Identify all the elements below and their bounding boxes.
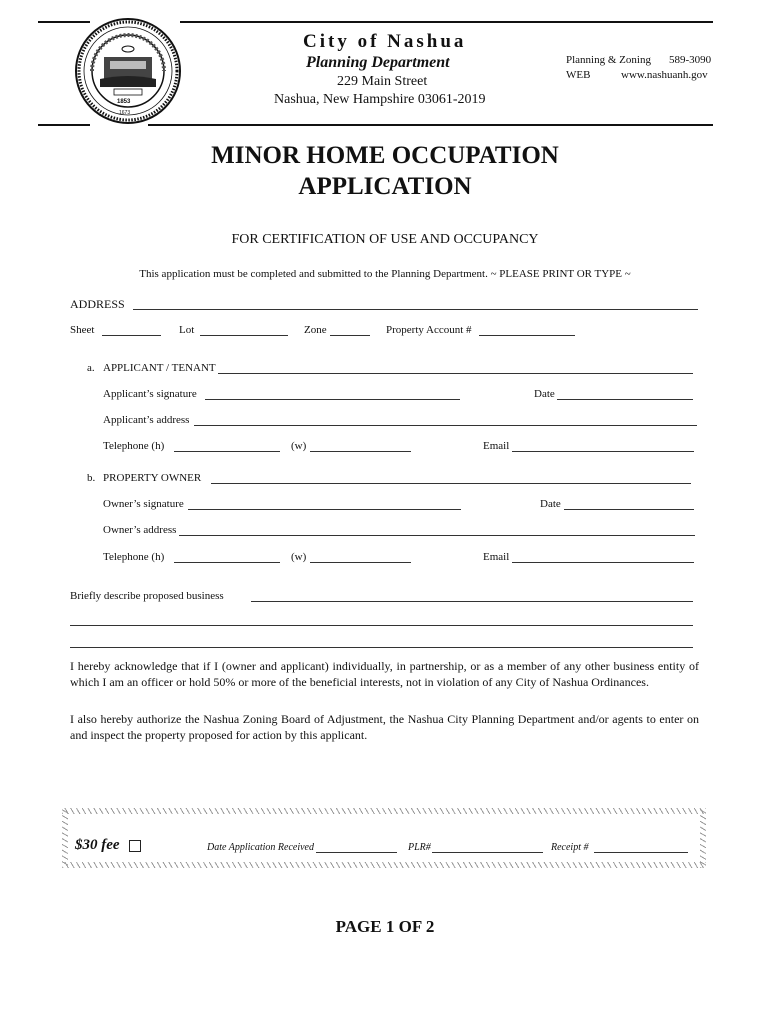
lot-field[interactable]	[200, 324, 288, 336]
page-number: PAGE 1 OF 2	[335, 917, 435, 936]
applicant-date-field[interactable]	[557, 388, 693, 400]
business-description-field-1[interactable]	[251, 590, 693, 602]
address-field[interactable]	[133, 297, 698, 310]
fee-label: $30 fee	[75, 837, 120, 853]
property-account-label: Property Account #	[386, 324, 472, 336]
authorization-paragraph: I also hereby authorize the Nashua Zoning Board of Adjustment, the Nashua City Planning Department and/or agents to enter on and inspect the property proposed for action by this applicant.	[70, 712, 699, 742]
acknowledgement-paragraph: I hereby acknowledge that if I (owner and applicant) individually, in partnership, or as a member of any other business entity of which I am an officer or hold 50% or more of the beneficial interests, not in violation of any City of Nashua Ordinances.	[70, 659, 699, 689]
business-description-field-2[interactable]	[70, 614, 693, 626]
owner-email-field[interactable]	[512, 551, 694, 563]
contact-label-web: WEB	[566, 69, 591, 81]
owner-telephone-home-label: Telephone (h)	[103, 551, 165, 563]
seal-year-1: 1853	[117, 99, 131, 105]
property-owner-field[interactable]	[211, 472, 691, 484]
property-owner-label: PROPERTY OWNER	[103, 472, 202, 484]
form-instructions: This application must be completed and submitted to the Planning Department. ~ PLEASE PRINT OR TYPE ~	[139, 268, 631, 280]
office-box-border-left	[62, 808, 68, 868]
department-name: Planning Department	[306, 54, 450, 71]
applicant-telephone-work-label: (w)	[291, 440, 307, 452]
applicant-telephone-work-field[interactable]	[310, 440, 411, 452]
plr-field[interactable]	[432, 842, 543, 853]
applicant-telephone-home-label: Telephone (h)	[103, 440, 165, 452]
contact-website-link[interactable]: www.nashuanh.gov	[621, 69, 708, 81]
seal-year-2: 1673	[119, 110, 131, 116]
street-address: 229 Main Street	[337, 74, 428, 89]
office-box-border-right	[700, 808, 706, 868]
owner-section-letter: b.	[87, 472, 96, 484]
office-box-border-bottom	[62, 862, 706, 868]
sheet-label: Sheet	[70, 324, 95, 336]
zone-label: Zone	[304, 324, 327, 336]
fee-paid-checkbox[interactable]	[129, 840, 141, 852]
contact-label-planning: Planning & Zoning	[566, 54, 651, 66]
owner-email-label: Email	[483, 551, 510, 563]
receipt-field[interactable]	[594, 842, 688, 853]
city-state-zip: Nashua, New Hampshire 03061-2019	[274, 92, 486, 107]
plr-label: PLR#	[408, 842, 431, 853]
date-received-label: Date Application Received	[207, 842, 314, 853]
owner-signature-label: Owner’s signature	[103, 498, 184, 510]
owner-telephone-work-field[interactable]	[310, 551, 411, 563]
lot-label: Lot	[179, 324, 195, 336]
applicant-email-field[interactable]	[512, 440, 694, 452]
applicant-signature-label: Applicant’s signature	[103, 388, 197, 400]
owner-address-field[interactable]	[179, 524, 695, 536]
applicant-telephone-home-field[interactable]	[174, 440, 280, 452]
owner-address-label: Owner’s address	[103, 524, 177, 536]
owner-telephone-work-label: (w)	[291, 551, 307, 563]
header-rule-top-right	[180, 21, 713, 23]
city-name: City of Nashua	[303, 31, 467, 52]
business-description-field-3[interactable]	[70, 636, 693, 648]
sheet-field[interactable]	[102, 324, 161, 336]
applicant-date-label: Date	[534, 388, 555, 400]
date-received-field[interactable]	[316, 842, 397, 853]
applicant-tenant-label: APPLICANT / TENANT	[103, 362, 216, 374]
applicant-address-label: Applicant’s address	[103, 414, 190, 426]
owner-signature-field[interactable]	[188, 498, 461, 510]
applicant-section-letter: a.	[87, 362, 95, 374]
office-box-border-top	[62, 808, 706, 814]
header-rule-bottom-right	[148, 124, 713, 126]
form-title-line1: MINOR HOME OCCUPATION	[211, 142, 559, 169]
applicant-address-field[interactable]	[194, 414, 697, 426]
business-description-label: Briefly describe proposed business	[70, 590, 224, 602]
form-subtitle: FOR CERTIFICATION OF USE AND OCCUPANCY	[231, 232, 539, 247]
owner-date-field[interactable]	[564, 498, 694, 510]
applicant-signature-field[interactable]	[205, 388, 460, 400]
owner-date-label: Date	[540, 498, 561, 510]
city-seal-icon	[74, 17, 182, 125]
applicant-tenant-field[interactable]	[218, 362, 693, 374]
form-title-line2: APPLICATION	[298, 173, 472, 200]
address-label: ADDRESS	[70, 297, 125, 311]
owner-telephone-home-field[interactable]	[174, 551, 280, 563]
applicant-email-label: Email	[483, 440, 510, 452]
contact-phone: 589-3090	[669, 54, 712, 66]
receipt-label: Receipt #	[551, 842, 589, 853]
zone-field[interactable]	[330, 324, 370, 336]
property-account-field[interactable]	[479, 324, 575, 336]
